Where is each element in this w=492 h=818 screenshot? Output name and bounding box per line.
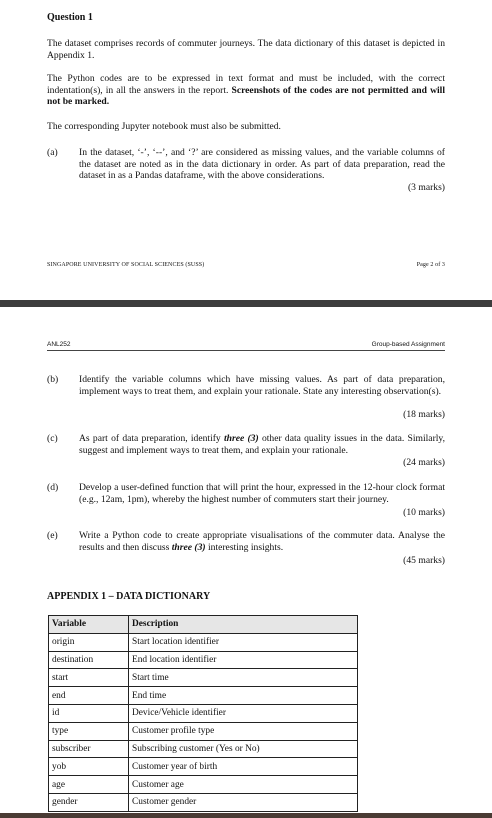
variable-cell: type (49, 722, 129, 740)
question-d-text: Develop a user-defined function that will print the hour, expressed in the 12-hour clock format (e.g., 12am, 1pm), whereby the highest number of commuters start their journey. (79, 482, 445, 505)
question-heading: Question 1 (47, 12, 93, 23)
description-cell: Customer year of birth (129, 758, 358, 776)
variable-cell: gender (49, 793, 129, 811)
description-cell: Start location identifier (129, 633, 358, 651)
question-b-marks: (18 marks) (403, 409, 445, 420)
python-instructions-paragraph (47, 73, 445, 108)
question-c-label: (c) (47, 433, 58, 444)
column-header-variable: Variable (49, 616, 129, 634)
table-row (49, 651, 358, 669)
column-header-description: Description (129, 616, 358, 634)
python-instructions-end: . (106, 96, 110, 108)
question-c-emphasis: three (3) (223, 433, 259, 444)
table-row (49, 669, 358, 687)
table-row (49, 776, 358, 794)
question-c-text (79, 433, 445, 456)
question-a-marks: (3 marks) (407, 182, 445, 193)
table-header-row (49, 616, 358, 634)
question-c-marks: (24 marks) (403, 457, 445, 468)
footer-university: SINGAPORE UNIVERSITY OF SOCIAL SCIENCES (SUSS) (47, 262, 205, 268)
header-rule (47, 350, 445, 351)
appendix-title: APPENDIX 1 – DATA DICTIONARY (47, 591, 211, 602)
table-row (49, 687, 358, 705)
document-page-1 (0, 0, 492, 300)
table-row (49, 633, 358, 651)
variable-cell: start (49, 669, 129, 687)
variable-cell: end (49, 687, 129, 705)
python-instructions-bold: Screenshots of the codes are not permitted and will not be marked (47, 84, 445, 108)
question-c-text-pre: As part of data preparation, identify (79, 433, 224, 444)
question-e-text (79, 530, 445, 553)
notebook-paragraph: The corresponding Jupyter notebook must also be submitted. (47, 121, 281, 132)
footer-page-number: Page 2 of 3 (416, 262, 445, 268)
question-a-text: In the dataset, ‘-’, ‘--’, and ‘?’ are considered as missing values, and the variable columns of the dataset are noted as in the data dictionary in order. As part of data preparation, read the dataset in as a Pandas dataframe, with the above considerations. (79, 147, 445, 182)
header-course-code: ANL252 (47, 341, 71, 348)
description-cell: Device/Vehicle identifier (129, 704, 358, 722)
variable-cell: yob (49, 758, 129, 776)
description-cell: End time (129, 687, 358, 705)
table-row (49, 722, 358, 740)
variable-cell: subscriber (49, 740, 129, 758)
header-assignment-type: Group-based Assignment (371, 341, 445, 348)
description-cell: Customer profile type (129, 722, 358, 740)
question-d-marks: (10 marks) (403, 507, 445, 518)
page-divider (0, 300, 492, 307)
description-cell: End location identifier (129, 651, 358, 669)
question-e-text-post: interesting insights. (205, 541, 284, 553)
variable-cell: id (49, 704, 129, 722)
table-row (49, 793, 358, 811)
question-e-marks: (45 marks) (403, 555, 445, 566)
description-cell: Start time (129, 669, 358, 687)
question-a-label: (a) (47, 147, 58, 158)
description-cell: Customer gender (129, 793, 358, 811)
data-dictionary-table (48, 615, 358, 812)
description-cell: Customer age (129, 776, 358, 794)
table-row (49, 740, 358, 758)
variable-cell: age (49, 776, 129, 794)
python-instructions-text: The Python codes are to be expressed in text format and must be included, with the correct indentation(s), in all the answers in the report. (47, 73, 445, 96)
variable-cell: destination (49, 651, 129, 669)
question-e-label: (e) (47, 530, 58, 541)
table-row (49, 704, 358, 722)
question-e-emphasis: three (3) (171, 541, 206, 553)
intro-paragraph: The dataset comprises records of commuter journeys. The data dictionary of this dataset is depicted in Appendix 1. (47, 38, 445, 61)
variable-cell: origin (49, 633, 129, 651)
question-d-label: (d) (47, 482, 59, 493)
question-b-text: Identify the variable columns which have missing values. As part of data preparation, implement ways to treat them, and explain your rationale. State any interesting observation(s). (79, 374, 445, 397)
description-cell: Subscribing customer (Yes or No) (129, 740, 358, 758)
question-c-text-post: other data quality issues in the data. Similarly, suggest and implement ways to treat them, and explain your rationale. (79, 433, 446, 456)
question-b-label: (b) (47, 374, 59, 385)
question-e-text-pre: Write a Python code to create appropriate visualisations of the commuter data. Analyse the results and then discuss (79, 530, 445, 553)
page-bottom-edge (0, 813, 492, 818)
table-row (49, 758, 358, 776)
